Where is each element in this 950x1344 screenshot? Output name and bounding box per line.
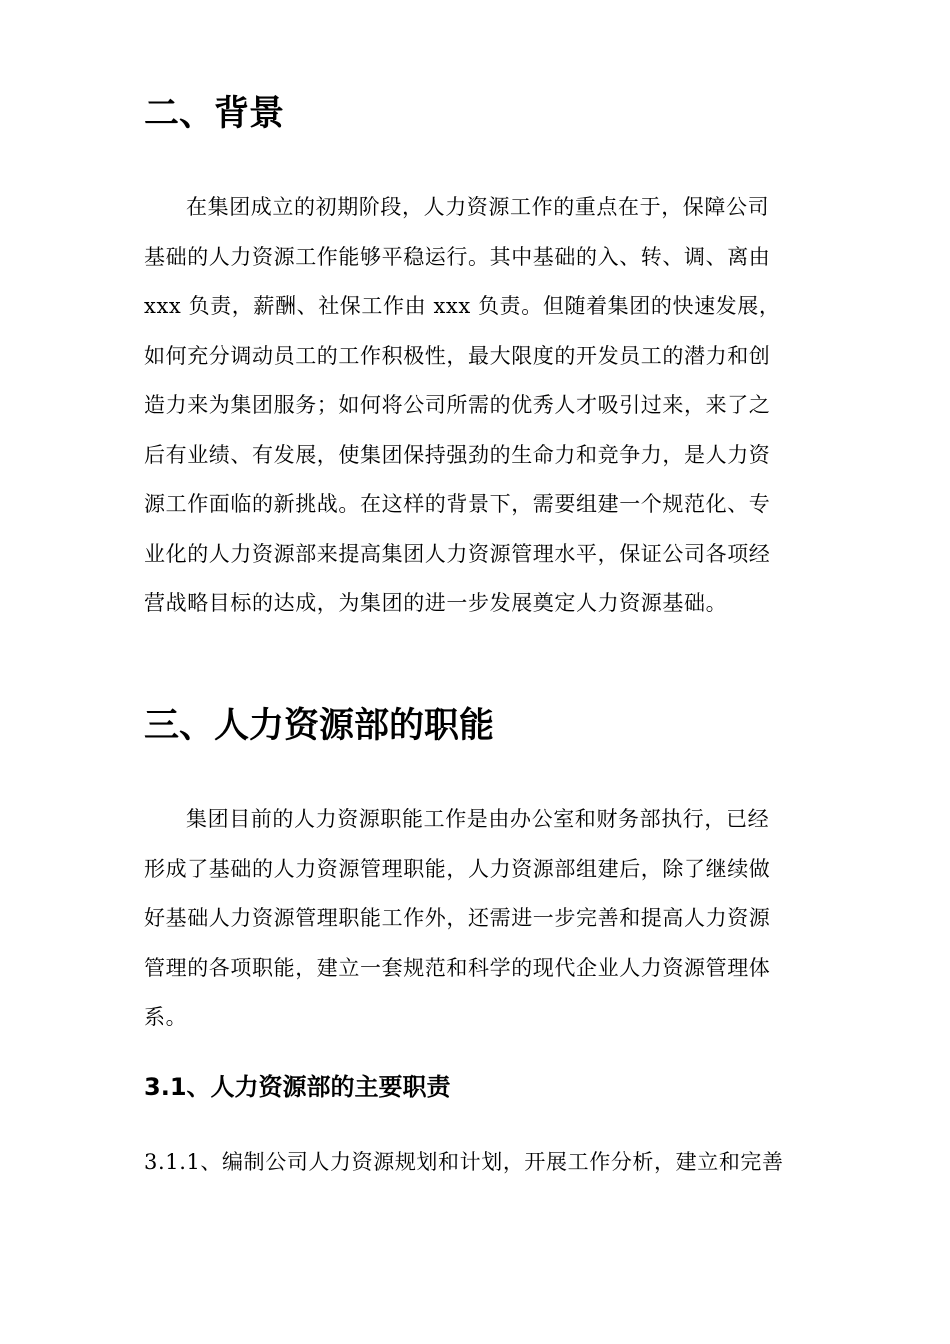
paragraph-line: 形成了基础的人力资源管理职能，人力资源部组建后，除了继续做 xyxy=(144,856,771,881)
subsection-heading-main-duties: 3.1、人力资源部的主要职责 xyxy=(144,1073,451,1101)
paragraph-line: 集团目前的人力资源职能工作是由办公室和财务部执行，已经 xyxy=(186,807,770,831)
paragraph-line: 在集团成立的初期阶段，人力资源工作的重点在于，保障公司 xyxy=(186,195,770,219)
paragraph-line: 业化的人力资源部来提高集团人力资源管理水平，保证公司各项经 xyxy=(144,541,771,566)
paragraph-line: 基础的人力资源工作能够平稳运行。其中基础的入、转、调、离由 xyxy=(144,244,771,269)
list-item-3-1-1: 3.1.1、编制公司人力资源规划和计划，开展工作分析，建立和完善 xyxy=(144,1150,784,1174)
paragraph-line: 好基础人力资源管理职能工作外，还需进一步完善和提高人力资源 xyxy=(144,906,771,930)
paragraph-line: 如何充分调动员工的工作积极性，最大限度的开发员工的潜力和创 xyxy=(144,343,771,368)
section-heading-hr-functions: 三、人力资源部的职能 xyxy=(144,706,495,746)
paragraph-line: 系。 xyxy=(144,1005,188,1029)
paragraph-line: xxx 负责，薪酬、社保工作由 xxx 负责。但随着集团的快速发展， xyxy=(144,294,781,318)
background-paragraph xyxy=(144,183,806,629)
paragraph-line: 管理的各项职能，建立一套规范和科学的现代企业人力资源管理体 xyxy=(144,955,771,980)
paragraph-line: 营战略目标的达成，为集团的进一步发展奠定人力资源基础。 xyxy=(144,591,728,615)
paragraph-line: 后有业绩、有发展，使集团保持强劲的生命力和竞争力，是人力资 xyxy=(144,442,771,467)
hr-functions-paragraph xyxy=(144,795,806,1043)
paragraph-line: 造力来为集团服务；如何将公司所需的优秀人才吸引过来，来了之 xyxy=(144,393,771,417)
paragraph-line: 源工作面临的新挑战。在这样的背景下，需要组建一个规范化、专 xyxy=(144,492,771,516)
section-heading-background: 二、背景 xyxy=(144,94,285,134)
